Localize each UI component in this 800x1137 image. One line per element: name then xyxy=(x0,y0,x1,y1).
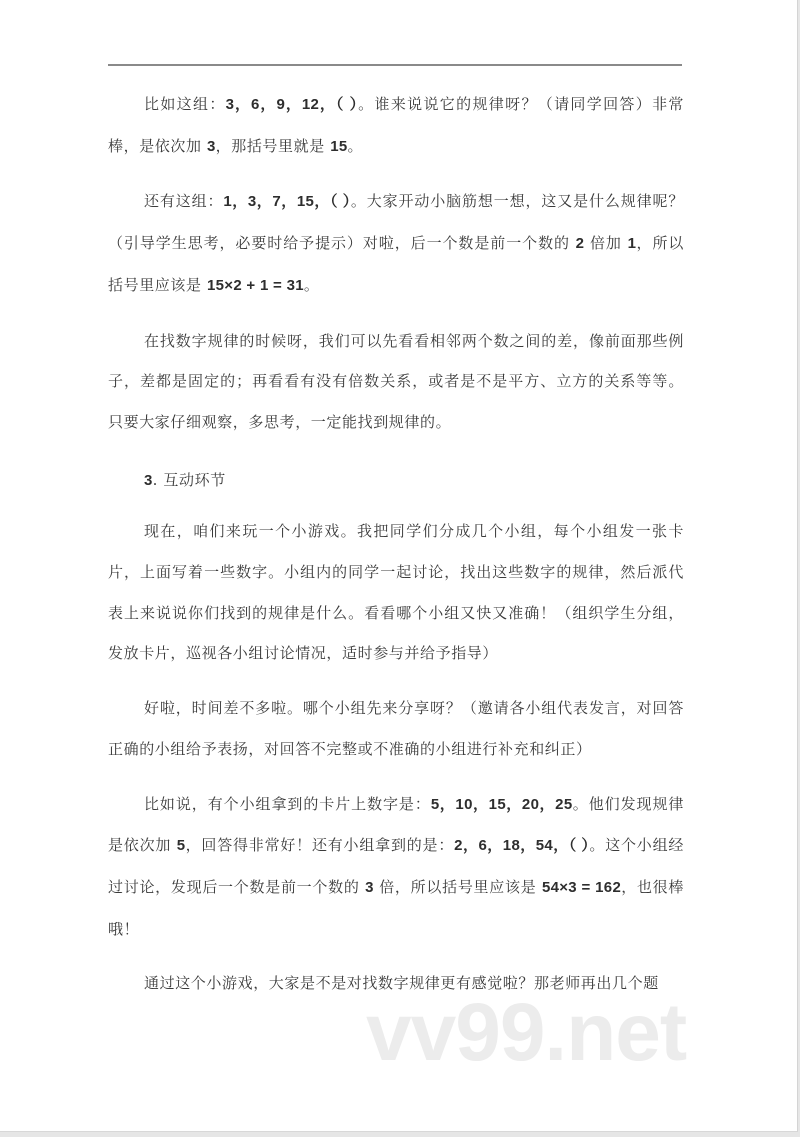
header-rule xyxy=(108,64,682,66)
document-body xyxy=(108,84,684,1004)
paragraph-game-intro: 现在，咱们来玩一个小游戏。我把同学们分成几个小组，每个小组发一张卡片，上面写着一些数字。小组内的同学一起讨论，找出这些数字的规律，然后派代表上来说说你们找到的规律是什么。看看哪个小组又快又准确！（组织学生分组，发放卡片，巡视各小组讨论情况，适时参与并给予指导） xyxy=(108,522,684,663)
paragraph-group-examples: 比如说，有个小组拿到的卡片上数字是：5，10，15，20，25。他们发现规律是依次加 5，回答得非常好！还有小组拿到的是：2，6，18，54，（ ）。这个小组经过讨论，发现后一个数是前一个数的 3 倍，所以括号里应该是 54×3 = 162，也很棒哦！ xyxy=(108,794,685,938)
section-heading: 3. 互动环节 xyxy=(144,470,226,489)
paragraph-tips: 在找数字规律的时候呀，我们可以先看看相邻两个数之间的差，像前面那些例子，差都是固定的；再看看有没有倍数关系，或者是不是平方、立方的关系等等。只要大家仔细观察，多思考，一定能找到规律的。 xyxy=(108,331,684,431)
paragraph-sharing: 好啦，时间差不多啦。哪个小组先来分享呀？（邀请各小组代表发言，对回答正确的小组给予表扬，对回答不完整或不准确的小组进行补充和纠正） xyxy=(108,699,684,758)
paragraph-example-arithmetic: 比如这组：3，6，9，12，（ ）。谁来说说它的规律呀？（请同学回答）非常棒，是依次加 3，那括号里就是 15。 xyxy=(108,95,684,155)
watermark: vv99.net xyxy=(366,987,687,1078)
paragraph-transition: 通过这个小游戏，大家是不是对找数字规律更有感觉啦？那老师再出几个题 xyxy=(144,974,659,993)
paragraph-example-double-plus-one: 还有这组：1，3，7，15，（ ）。大家开动小脑筋想一想，这又是什么规律呢？（引导学生思考，必要时给予提示）对啦，后一个数是前一个数的 2 倍加 1，所以括号里应该是 15×2 + 1 = 31。 xyxy=(108,192,685,294)
